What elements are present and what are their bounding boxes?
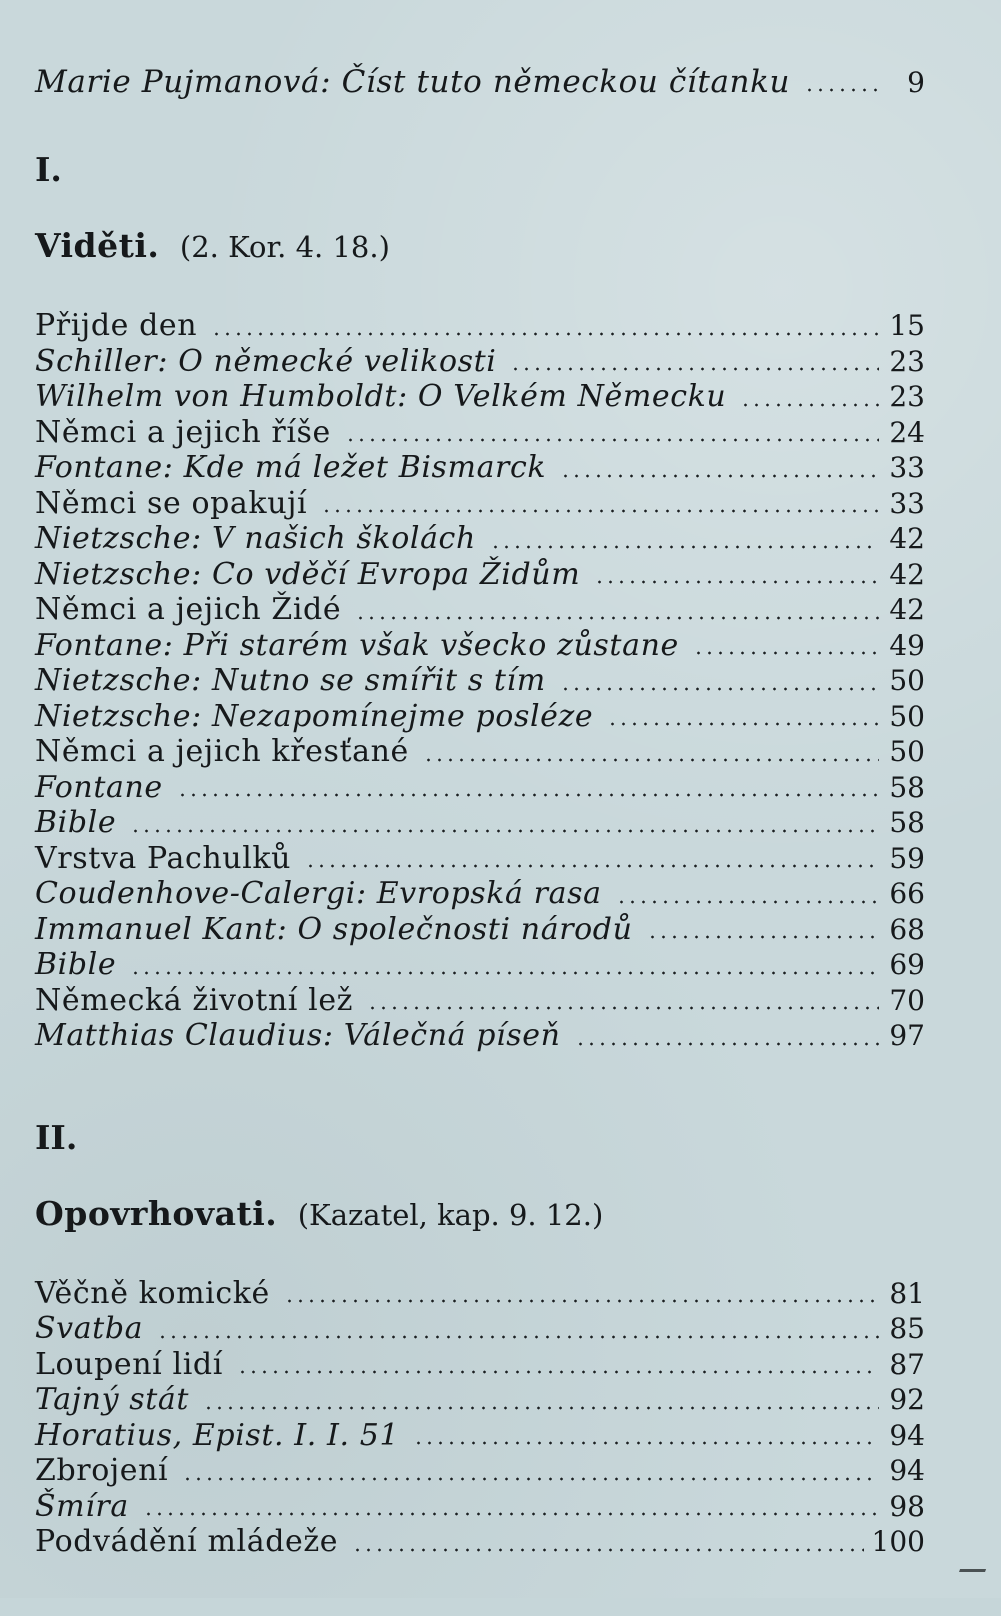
- dot-leader: [510, 350, 879, 372]
- toc-entry: [35, 557, 925, 593]
- dot-leader: [130, 954, 879, 976]
- dot-leader: [616, 883, 879, 905]
- dot-leader: [345, 421, 879, 443]
- toc-entry-page: 23: [889, 380, 925, 413]
- toc-entry-title: Němci a jejich říše: [35, 414, 331, 450]
- page-corner-mark: [954, 1569, 986, 1586]
- toc-entry: [35, 841, 925, 877]
- section-1-title: Viděti.: [35, 226, 160, 265]
- toc-entry: [35, 912, 925, 948]
- toc-entry: [35, 1453, 925, 1489]
- toc-entry: [35, 1418, 925, 1454]
- toc-entry-page: 50: [889, 664, 925, 697]
- toc-entry-title: Nietzsche: Nezapomínejme posléze: [35, 698, 594, 734]
- toc-entry-page: 42: [889, 522, 925, 555]
- toc-entry: [35, 947, 925, 983]
- toc-entry-title: Nietzsche: Nutno se smířit s tím: [35, 663, 546, 698]
- toc-entry-title: Loupení lidí: [35, 1346, 223, 1382]
- dot-leader: [423, 741, 879, 763]
- toc-entry: [35, 1018, 925, 1054]
- toc-entry-title: Vrstva Pachulků: [35, 840, 292, 876]
- toc-entry-title: Fontane: Kde má ležet Bismarck: [35, 450, 547, 485]
- toc-entry: [35, 1276, 925, 1312]
- toc-entry-page: 33: [889, 486, 925, 520]
- toc-entry: [35, 876, 925, 912]
- section-1-heading: [35, 222, 925, 270]
- toc-entry-page: 50: [889, 699, 925, 733]
- intro-entry-page: 9: [907, 66, 925, 99]
- section-1: [35, 142, 925, 1054]
- toc-entry: [35, 770, 925, 806]
- toc-entry-page: 85: [889, 1312, 925, 1345]
- toc-entry: [35, 734, 925, 770]
- toc-entry-title: Bible: [35, 947, 117, 982]
- toc-entry: [35, 983, 925, 1019]
- toc-entry-title: Němci a jejich křesťané: [35, 734, 409, 769]
- section-1-number: I.: [35, 150, 62, 189]
- section-2-number: II.: [35, 1117, 78, 1157]
- dot-leader: [740, 386, 879, 408]
- toc-entry-title: Věčně komické: [35, 1275, 270, 1311]
- dot-leader: [804, 71, 879, 93]
- toc-entry-title: Zbrojení: [35, 1453, 169, 1488]
- dot-leader: [177, 776, 879, 798]
- section-2: [35, 1110, 925, 1560]
- toc-entry: [35, 592, 925, 628]
- toc-entry-title: Schiller: O německé velikosti: [35, 343, 497, 379]
- dot-leader: [355, 599, 879, 621]
- dot-leader: [203, 1389, 879, 1411]
- dot-leader: [284, 1282, 879, 1304]
- toc-entry-title: Šmíra: [35, 1488, 129, 1524]
- toc-entry-page: 58: [889, 770, 925, 804]
- toc-entry-title: Fontane: Při starém však všecko zůstane: [35, 627, 679, 663]
- toc-entry: [35, 379, 925, 415]
- dot-leader: [575, 1025, 879, 1047]
- toc-entry-page: 42: [889, 593, 925, 626]
- section-2-reference: (Kazatel, kap. 9. 12.): [297, 1197, 604, 1232]
- toc-entry: [35, 450, 925, 486]
- toc-entry-page: 23: [889, 344, 925, 378]
- dot-leader: [560, 670, 879, 692]
- toc-entry-page: 81: [889, 1276, 925, 1310]
- toc-entry-title: Němci a jejich Židé: [35, 592, 342, 627]
- section-1-reference: (2. Kor. 4. 18.): [179, 230, 390, 264]
- toc-entry: [35, 521, 925, 557]
- toc-entry-page: 66: [889, 877, 925, 910]
- toc-entry: [35, 308, 925, 344]
- toc-entry-title: Fontane: [35, 769, 163, 805]
- toc-entry-page: 98: [889, 1489, 925, 1523]
- toc-entry: [35, 628, 925, 664]
- toc-entry-title: Nietzsche: V našich školách: [35, 521, 476, 556]
- toc-entry-page: 92: [889, 1383, 925, 1416]
- dot-leader: [413, 1424, 879, 1446]
- toc-entry: [35, 805, 925, 841]
- toc-entry: [35, 1311, 925, 1347]
- dot-leader: [594, 563, 879, 585]
- toc-entry-page: 24: [889, 415, 925, 449]
- toc-entry-title: Svatba: [35, 1311, 144, 1346]
- toc-entry-title: Tajný stát: [35, 1382, 190, 1417]
- toc-entry-page: 100: [871, 1525, 925, 1558]
- section-2-entries: [35, 1276, 925, 1560]
- toc-entry-title: Podvádění mládeže: [35, 1524, 339, 1559]
- toc-entry: [35, 699, 925, 735]
- dot-leader: [130, 812, 879, 834]
- toc-entry-page: 87: [889, 1347, 925, 1381]
- section-1-entries: [35, 308, 925, 1054]
- section-2-title: Opovrhovati.: [35, 1193, 278, 1233]
- toc-entry-title: Němci se opakují: [35, 485, 308, 521]
- toc-entry-title: Horatius, Epist. I. I. 51: [35, 1417, 400, 1453]
- toc-entry-title: Coudenhove-Calergi: Evropská rasa: [35, 876, 602, 911]
- toc-entry: [35, 1524, 925, 1560]
- table-of-contents: [35, 60, 925, 1616]
- toc-entry: [35, 1347, 925, 1383]
- toc-entry-title: Wilhelm von Humboldt: O Velkém Německu: [35, 379, 727, 414]
- toc-entry-page: 94: [889, 1454, 925, 1487]
- intro-entry-title: Marie Pujmanová: Číst tuto německou čítanku: [35, 64, 791, 100]
- toc-entry: [35, 1382, 925, 1418]
- dot-leader: [157, 1318, 879, 1340]
- toc-entry-page: 70: [889, 983, 925, 1017]
- toc-entry-page: 58: [889, 806, 925, 839]
- toc-entry-title: Přijde den: [35, 308, 198, 343]
- toc-entry-page: 42: [889, 557, 925, 591]
- toc-entry-title: Německá životní lež: [35, 982, 354, 1018]
- dot-leader: [693, 634, 879, 656]
- toc-entry-page: 68: [889, 912, 925, 946]
- toc-entry-page: 94: [889, 1418, 925, 1452]
- toc-entry: [35, 344, 925, 380]
- toc-entry: [35, 1489, 925, 1525]
- dot-leader: [237, 1353, 879, 1375]
- intro-entry: [35, 60, 925, 104]
- toc-entry: [35, 486, 925, 522]
- toc-entry-page: 15: [889, 309, 925, 342]
- toc-entry-page: 33: [889, 451, 925, 484]
- dot-leader: [321, 492, 879, 514]
- dot-leader: [490, 528, 879, 550]
- toc-entry-page: 59: [889, 841, 925, 875]
- dot-leader: [560, 457, 879, 479]
- section-2-heading: [35, 1190, 925, 1238]
- dot-leader: [211, 315, 879, 337]
- dot-leader: [607, 705, 879, 727]
- toc-entry: [35, 415, 925, 451]
- toc-entry-title: Bible: [35, 805, 117, 840]
- dot-leader: [352, 1531, 863, 1553]
- toc-entry-title: Nietzsche: Co vděčí Evropa Židům: [35, 556, 581, 592]
- dot-leader: [143, 1495, 879, 1517]
- toc-entry-title: Immanuel Kant: O společnosti národů: [35, 911, 633, 947]
- toc-entry-page: 49: [889, 628, 925, 662]
- dot-leader: [367, 989, 879, 1011]
- dot-leader: [182, 1460, 879, 1482]
- toc-entry-title: Matthias Claudius: Válečná píseň: [35, 1018, 561, 1053]
- toc-entry-page: 97: [889, 1019, 925, 1052]
- dot-leader: [305, 847, 879, 869]
- toc-entry-page: 69: [889, 948, 925, 981]
- dot-leader: [647, 918, 879, 940]
- toc-entry-page: 50: [889, 735, 925, 768]
- toc-entry: [35, 663, 925, 699]
